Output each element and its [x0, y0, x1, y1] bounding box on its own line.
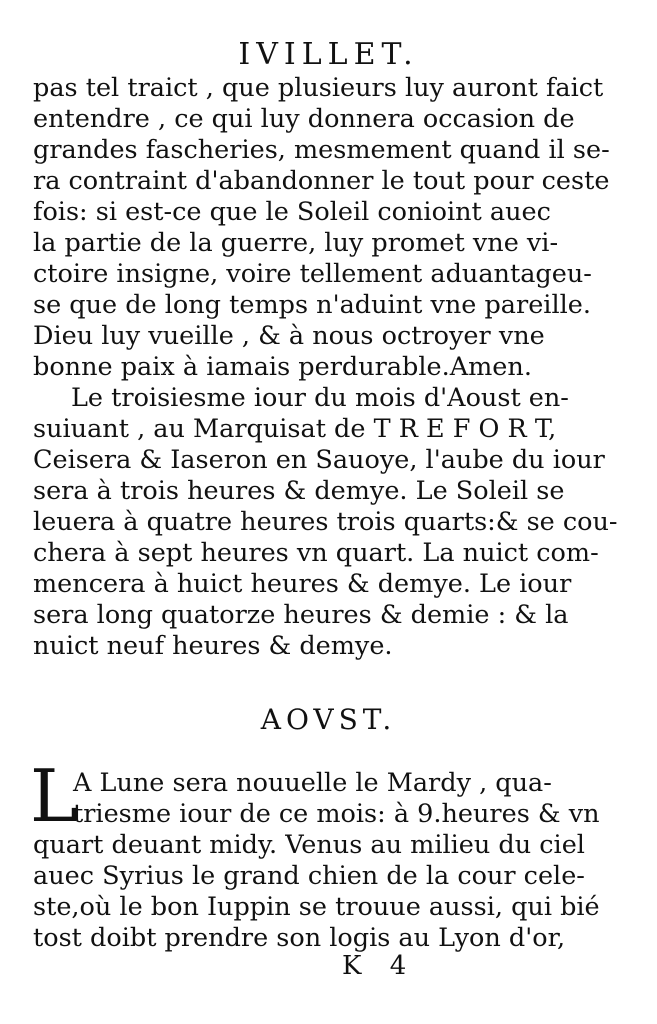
text-line: ste,où le bon Iuppin se trouue aussi, qui bié: [33, 892, 600, 922]
trefort-paragraph: [33, 383, 618, 662]
text-line: auec Syrius le grand chien de la cour cele-: [33, 861, 585, 891]
text-line: Le troisiesme iour du mois d'Aoust en-: [71, 383, 569, 413]
section-title: AOVST.: [260, 703, 397, 736]
text-line: suiuant , au Marquisat de T R E F O R T,: [33, 414, 557, 444]
text-line: mencera à huict heures & demye. Le iour: [33, 569, 572, 599]
text-line: triesme iour de ce mois: à 9.heures & vn: [73, 799, 600, 829]
text-line: ctoire insigne, voire tellement aduantageu-: [33, 259, 592, 289]
text-line: entendre , ce qui luy donnera occasion de: [33, 104, 575, 134]
text-line: la partie de la guerre, luy promet vne vi-: [33, 228, 559, 258]
text-line: leuera à quatre heures trois quarts:& se cou-: [33, 507, 618, 537]
text-line: pas tel traict , que plusieurs luy auront faict: [33, 73, 604, 103]
text-line: A Lune sera nouuelle le Mardy , qua-: [73, 768, 552, 798]
text-line: nuict neuf heures & demye.: [33, 631, 393, 661]
text-line: Ceisera & Iaseron en Sauoye, l'aube du iour: [33, 445, 605, 475]
running-head: IVILLET.: [238, 37, 419, 72]
text-line: tost doibt prendre son logis au Lyon d'or,: [33, 923, 566, 953]
text-line: Dieu luy vueille , & à nous octroyer vne: [33, 321, 545, 351]
text-line: grandes fascheries, mesmement quand il se-: [33, 135, 610, 165]
drop-cap: L: [30, 754, 78, 838]
july-paragraph: [33, 73, 610, 383]
text-line: sera long quatorze heures & demie : & la: [33, 600, 569, 630]
signature-mark: K 4: [342, 951, 417, 981]
text-line: bonne paix à iamais perdurable.Amen.: [33, 352, 532, 382]
text-line: chera à sept heures vn quart. La nuict com-: [33, 538, 599, 568]
text-line: se que de long temps n'aduint vne pareille.: [33, 290, 591, 320]
august-paragraph: [33, 768, 600, 954]
text-line: fois: si est-ce que le Soleil conioint auec: [33, 197, 551, 227]
text-line: sera à trois heures & demye. Le Soleil se: [33, 476, 565, 506]
text-line: ra contraint d'abandonner le tout pour ceste: [33, 166, 610, 196]
text-line: quart deuant midy. Venus au milieu du ciel: [33, 830, 585, 860]
